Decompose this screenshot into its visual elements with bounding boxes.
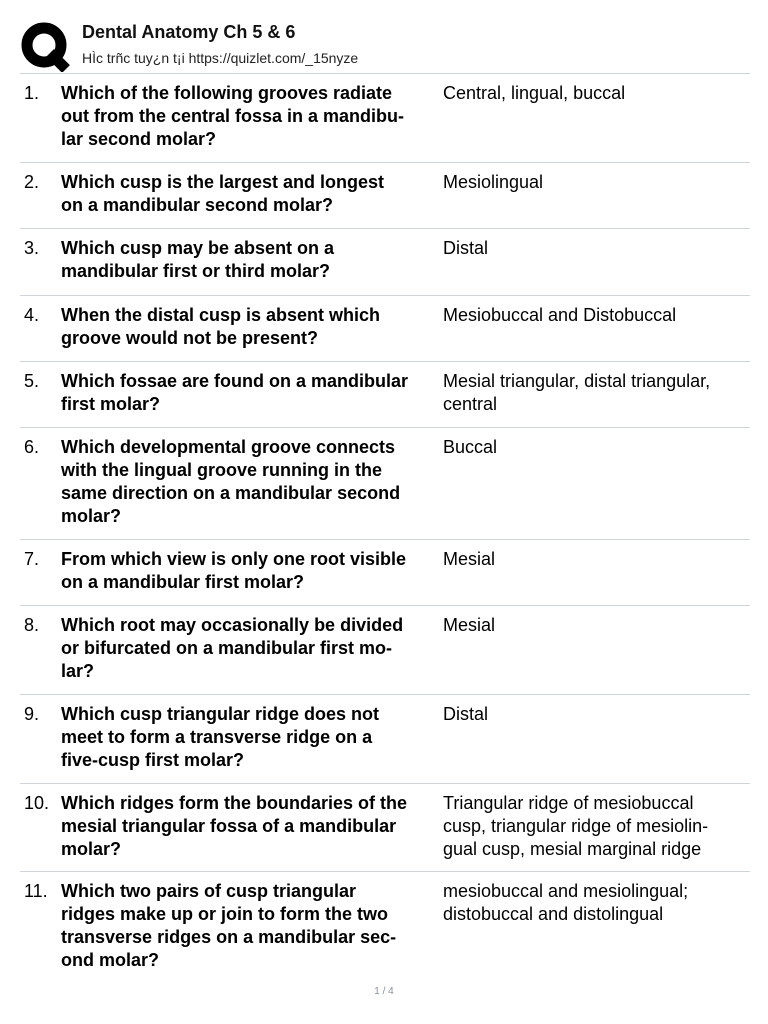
card-answer: Mesial <box>443 615 496 635</box>
flashcard-row <box>20 784 750 872</box>
document-title: Dental Anatomy Ch 5 & 6 <box>82 22 296 42</box>
document-source-line: HÌc trñc tuy¿n t¡i https://quizlet.com/_15nyze <box>82 50 359 66</box>
card-answer: Central, lingual, buccal <box>443 83 626 103</box>
card-answer: mesiobuccal and mesiolingual; distobuccal and distolingual <box>443 881 689 924</box>
flashcard-row <box>20 163 750 229</box>
card-answer: Buccal <box>443 437 498 457</box>
card-number: 5. <box>24 371 40 391</box>
card-answer: Mesiolingual <box>443 172 544 192</box>
card-number: 3. <box>24 238 40 258</box>
flashcard-row <box>20 74 750 163</box>
card-number: 7. <box>24 549 40 569</box>
flashcard-list <box>20 74 750 972</box>
flashcard-row <box>20 229 750 296</box>
flashcard-row <box>20 606 750 695</box>
card-question: Which root may occasionally be divided or bifurcated on a mandibular first mo- lar? <box>61 615 404 681</box>
card-number: 9. <box>24 704 40 724</box>
card-question: Which ridges form the boundaries of the mesial triangular fossa of a mandibular molar? <box>61 793 408 859</box>
card-number: 11. <box>24 881 48 901</box>
card-answer: Mesial triangular, distal triangular, central <box>443 371 711 414</box>
card-number: 4. <box>24 305 40 325</box>
document-header <box>20 18 750 74</box>
card-answer: Triangular ridge of mesiobuccal cusp, triangular ridge of mesiolin- gual cusp, mesial marginal ridge <box>443 793 709 859</box>
card-number: 1. <box>24 83 40 103</box>
quizlet-q-logo-icon <box>20 20 72 72</box>
card-question: From which view is only one root visible on a mandibular first molar? <box>61 549 407 592</box>
card-number: 6. <box>24 437 40 457</box>
card-question: Which two pairs of cusp triangular ridges make up or join to form the two transverse ridges on a mandibular sec- ond molar? <box>61 881 397 970</box>
card-question: Which developmental groove connects with the lingual groove running in the same direction on a mandibular second molar? <box>61 437 401 526</box>
card-answer: Mesial <box>443 549 496 569</box>
card-question: Which cusp is the largest and longest on a mandibular second molar? <box>61 172 385 215</box>
card-answer: Distal <box>443 238 489 258</box>
card-question: When the distal cusp is absent which groove would not be present? <box>61 305 381 348</box>
card-question: Which fossae are found on a mandibular first molar? <box>61 371 409 414</box>
card-number: 10. <box>24 793 50 813</box>
flashcard-row <box>20 540 750 606</box>
flashcard-row <box>20 428 750 540</box>
card-question: Which cusp triangular ridge does not meet to form a transverse ridge on a five-cusp first molar? <box>61 704 380 770</box>
card-number: 8. <box>24 615 40 635</box>
card-question: Which of the following grooves radiate out from the central fossa in a mandibu- lar second molar? <box>61 83 405 149</box>
card-answer: Distal <box>443 704 489 724</box>
card-answer: Mesiobuccal and Distobuccal <box>443 305 677 325</box>
page-indicator: 1 / 4 <box>374 986 394 997</box>
flashcard-row <box>20 695 750 784</box>
card-question: Which cusp may be absent on a mandibular first or third molar? <box>61 238 335 281</box>
flashcard-row <box>20 362 750 428</box>
flashcard-row <box>20 296 750 362</box>
flashcard-row <box>20 872 750 972</box>
card-number: 2. <box>24 172 40 192</box>
